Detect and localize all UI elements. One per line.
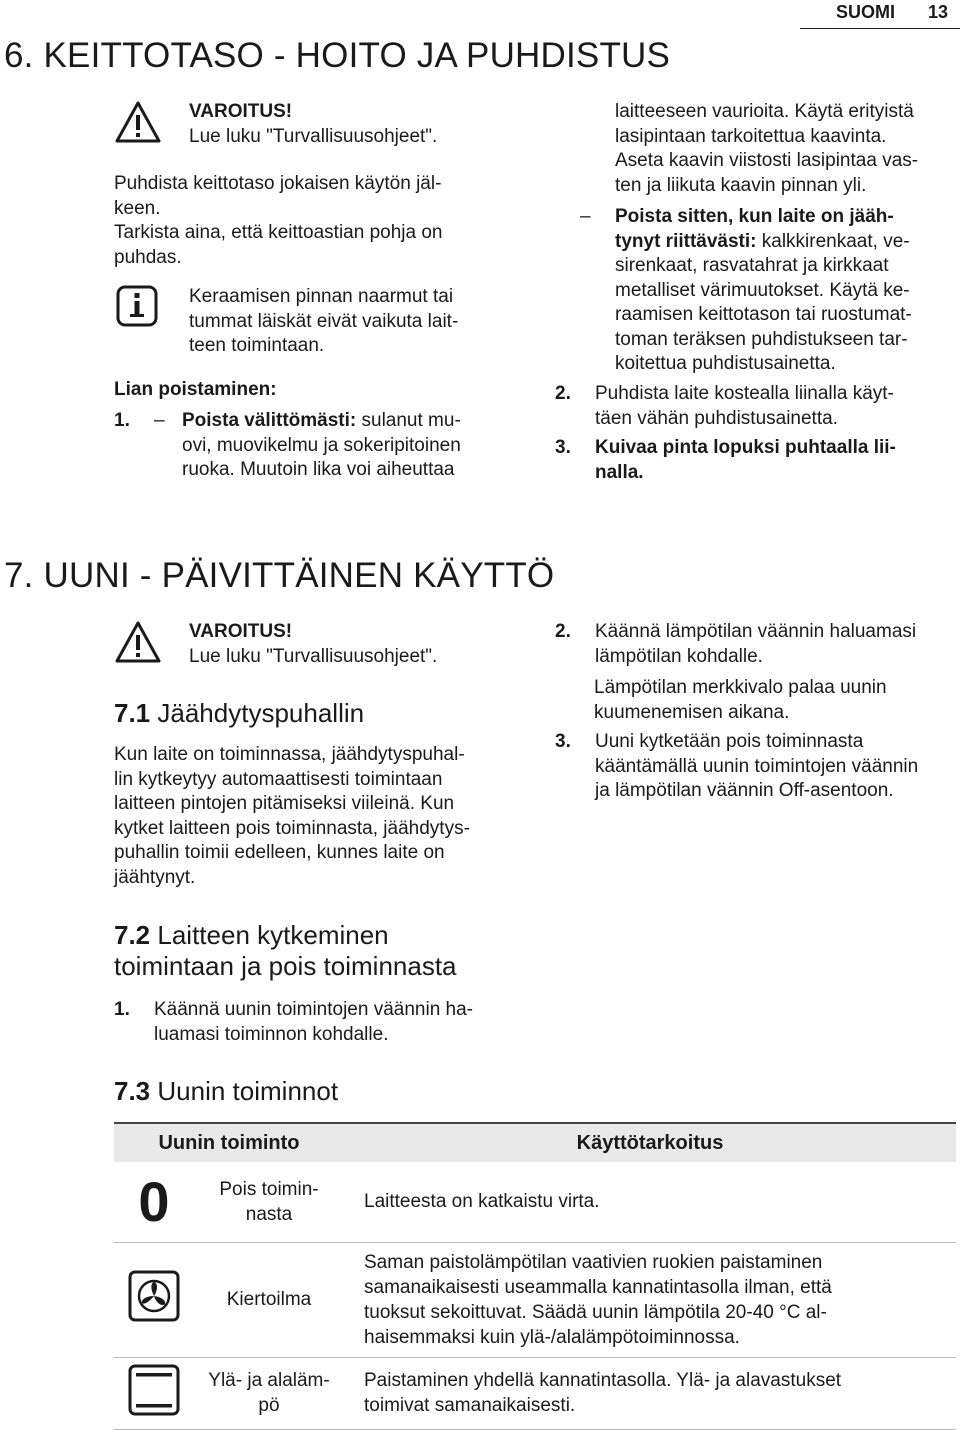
subsection-title-text: Uunin toiminnot: [157, 1076, 339, 1106]
text-line: Tarkista aina, että keittoastian pohja on: [114, 222, 443, 243]
fan-icon: [128, 1270, 180, 1322]
text-line: luamasi toiminnon kohdalle.: [154, 1023, 389, 1045]
text-line: Kuivaa pinta lopuksi puhtaalla lii-: [595, 437, 896, 458]
indicator-note: [594, 676, 887, 725]
list-item: [580, 205, 912, 377]
text-line: laitteeseen vaurioita. Käytä erityistä: [615, 101, 914, 122]
list-item: [555, 382, 894, 431]
page-number: 13: [928, 2, 949, 22]
text-line: Kun laite on toiminnassa, jäähdytyspuhal-: [114, 744, 465, 765]
step-number: 2.: [555, 621, 571, 642]
step-number: 3.: [555, 731, 571, 752]
text-line: Keraamisen pinnan naarmut tai: [189, 286, 454, 307]
text-line: kääntämällä uunin toimintojen väännin: [595, 755, 919, 777]
text-line: Paistaminen yhdellä kannatintasolla. Ylä- ja alavastukset: [364, 1370, 842, 1391]
warning-text: Lue luku "Turvallisuusohjeet".: [189, 646, 438, 667]
text-line: puhallin toimii edelleen, kunnes laite on: [114, 842, 445, 863]
text-line: Lämpötilan merkkivalo palaa uunin: [594, 677, 887, 698]
warning-title: VAROITUS!: [189, 101, 293, 122]
text-line: Puhdista keittotaso jokaisen käytön jäl-: [114, 173, 442, 194]
oven-functions-table: [114, 1122, 956, 1430]
bold-text: tynyt riittävästi:: [615, 230, 757, 252]
bold-text: Poista sitten, kun laite on jääh-: [615, 206, 894, 227]
text-line: Saman paistolämpötilan vaativien ruokien paistaminen: [364, 1251, 823, 1273]
warning-title: VAROITUS!: [189, 621, 293, 642]
section-6-title: 6. KEITTOTASO - HOITO JA PUHDISTUS: [4, 36, 671, 75]
text-line: Käännä uunin toimintojen väännin ha-: [154, 999, 474, 1020]
fan-icon-cell: [114, 1242, 194, 1357]
subsection-7-3-title: [114, 1076, 338, 1107]
step-number: 2.: [555, 383, 571, 404]
list-item: [555, 730, 918, 804]
table-row: [114, 1357, 956, 1429]
table-header-row: [114, 1123, 956, 1162]
table-row: [114, 1162, 956, 1242]
subsection-title-text: toimintaan ja pois toiminnasta: [114, 951, 457, 981]
function-description: [344, 1162, 956, 1242]
list-item: [555, 436, 896, 485]
function-name: [194, 1242, 344, 1357]
zero-glyph: 0: [138, 1169, 170, 1233]
bold-text: Poista välittömästi:: [182, 410, 357, 431]
text-line: haisemmaksi kuin ylä-/alalämpötoiminnossa.: [364, 1326, 740, 1348]
top-bottom-heat-icon: [128, 1364, 180, 1416]
subsection-title-text: Laitteen kytkeminen: [157, 920, 389, 950]
text-line: ovi, muovikelmu ja sokeripitoinen: [182, 434, 461, 456]
text-line: Aseta kaavin viistosti lasipintaa vas-: [615, 150, 919, 171]
section-7-title: 7. UUNI - PÄIVITTÄINEN KÄYTTÖ: [4, 556, 555, 595]
step-text: [595, 382, 894, 431]
text-line: teen toimintaan.: [189, 335, 325, 356]
warning-icon: [114, 100, 162, 144]
text-line: täen vähän puhdistusainetta.: [595, 407, 838, 429]
step-number: 3.: [555, 437, 571, 458]
step-number: 1.: [114, 410, 130, 431]
text-line: lämpötilan kohdalle.: [595, 645, 763, 667]
text-line: jäähtynyt.: [114, 866, 196, 888]
step-text: [595, 620, 916, 669]
top-bottom-heat-icon-cell: [114, 1357, 194, 1429]
column-header: Käyttötarkoitus: [344, 1123, 956, 1162]
text-line: Laitteesta on katkaistu virta.: [364, 1191, 600, 1213]
warning-icon: [114, 620, 162, 664]
table-row: [114, 1242, 956, 1357]
text-line: ten ja liikuta kaavin pinnan yli.: [615, 174, 867, 196]
text-line: samanaikaisesti useammalla kannatintasolla ilman, että: [364, 1276, 832, 1298]
function-name: [194, 1162, 344, 1242]
header-language: SUOMI: [836, 2, 896, 22]
step-text: [615, 205, 912, 377]
text-line: toman teräksen puhdistukseen tar-: [615, 328, 908, 350]
text-line: kuumenemisen aikana.: [594, 701, 790, 723]
step-text: [182, 409, 461, 483]
function-description: [344, 1357, 956, 1429]
info-icon: [116, 285, 158, 327]
header-divider: [800, 28, 960, 29]
function-name: [194, 1357, 344, 1429]
dash-bullet: –: [154, 410, 165, 431]
subsection-number: 7.3: [114, 1076, 151, 1106]
text-line: ruoka. Muutoin lika voi aiheuttaa: [182, 459, 455, 480]
list-item: [114, 409, 461, 483]
text-line: Puhdista laite kostealla liinalla käyt-: [595, 383, 894, 404]
column-header: Uunin toiminto: [114, 1123, 344, 1162]
function-description: [344, 1242, 956, 1357]
text-line: metalliset värimuutokset. Käytä ke-: [615, 279, 910, 301]
warning-text: Lue luku "Turvallisuusohjeet".: [189, 126, 438, 147]
text-line: Pois toimin-: [219, 1178, 319, 1200]
cooling-fan-paragraph: [114, 743, 470, 890]
text-line: sulanut mu-: [361, 410, 461, 431]
text-line: tummat läiskät eivät vaikuta lait-: [189, 310, 459, 332]
subheading-dirt-removal: Lian poistaminen:: [114, 379, 277, 400]
info-note: [189, 285, 458, 359]
text-line: Käännä lämpötilan väännin haluamasi: [595, 621, 917, 642]
step-text: [595, 436, 896, 485]
text-line: kytket laitteen pois toiminnasta, jäähdytys-: [114, 817, 470, 839]
text-line: nalla.: [595, 461, 644, 483]
text-line: Kiertoilma: [226, 1289, 312, 1310]
step-number: 1.: [114, 999, 130, 1020]
subsection-7-2-title: [114, 920, 457, 982]
subsection-number: 7.1: [114, 698, 151, 728]
text-line: kalkkirenkaat, ve-: [761, 230, 910, 252]
list-item: [114, 998, 473, 1047]
subsection-7-1-title: [114, 698, 364, 729]
text-line: ja lämpötilan väännin Off-asentoon.: [595, 780, 894, 801]
text-line: sirenkaat, rasvatahrat ja kirkkaat: [615, 255, 889, 276]
subsection-number: 7.2: [114, 920, 151, 950]
subsection-title-text: Jäähdytyspuhallin: [157, 698, 365, 728]
text-line: Ylä- ja alaläm-: [208, 1370, 330, 1391]
dash-bullet: –: [580, 206, 591, 227]
text-line: toimivat samanaikaisesti.: [364, 1395, 576, 1416]
text-line: laitteen pintojen pitämiseksi viileinä. Kun: [114, 793, 455, 814]
step-text: [154, 998, 473, 1047]
text-line: koitettua puhdistusainetta.: [615, 353, 836, 374]
paragraph-clean: [114, 172, 504, 270]
text-line: lasipintaan tarkoitettua kaavinta.: [615, 125, 887, 147]
list-item: [555, 620, 916, 669]
text-line: keen.: [114, 197, 161, 219]
text-line: puhdas.: [114, 246, 182, 268]
text-line: Uuni kytketään pois toiminnasta: [595, 731, 864, 752]
text-line: lin kytkeytyy automaattisesti toimintaan: [114, 768, 443, 790]
continuation-text: [615, 100, 918, 198]
text-line: raamisen keittotason tai ruostumat-: [615, 304, 912, 325]
text-line: tuoksut sekoittuvat. Säädä uunin lämpötila 20-40 °C al-: [364, 1301, 827, 1323]
text-line: pö: [258, 1395, 280, 1416]
zero-symbol: [114, 1162, 194, 1242]
text-line: nasta: [245, 1203, 293, 1225]
step-text: [595, 730, 918, 804]
